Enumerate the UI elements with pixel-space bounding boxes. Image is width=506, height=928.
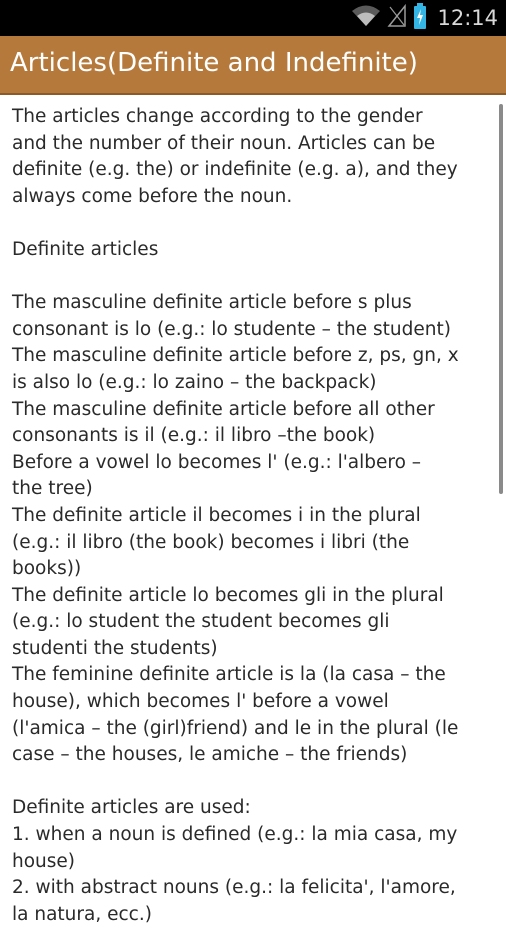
clock: 12:14: [437, 6, 498, 30]
scrollbar[interactable]: [499, 104, 503, 494]
signal-icon: [387, 4, 407, 33]
status-bar: [0, 0, 506, 36]
article-text: The articles change according to the gender and the number of their noun. Articles can be definite (e.g. the) or indefinite (e.g. a), and they always come before the noun. Definite articles The masculine definite article before s plus consonant is lo (e.g.: lo studente – the student) The masculine definite article before z, ps, gn, x is also lo (e.g.: lo zaino – the backpack) The masculine definite article before all other consonants is il (e.g.: il libro –the book) Before a vowel lo becomes l' (e.g.: l'albero – the tree) The definite article il becomes i in the plural (e.g.: il libro (the book) becomes i libri (the books)) The definite article lo becomes gli in the plural (e.g.: lo student the student becomes gli studenti the students) The feminine definite article is la (la casa – the house), which becomes l' before a vowel (l'amica – the (girl)friend) and le in the plural (le case – the houses, le amiche – the friends) Definite articles are used: 1. when a noun is defined (e.g.: la mia casa, my house) 2. with abstract nouns (e.g.: la felicita', l'amore, la natura, ecc.): [12, 106, 459, 925]
wifi-icon: [351, 4, 381, 33]
app-bar: [0, 36, 506, 95]
page-title: Articles(Definite and Indefinite): [10, 48, 418, 78]
battery-charging-icon: [413, 3, 427, 34]
status-icons: [351, 0, 498, 36]
article-content[interactable]: [0, 98, 506, 925]
